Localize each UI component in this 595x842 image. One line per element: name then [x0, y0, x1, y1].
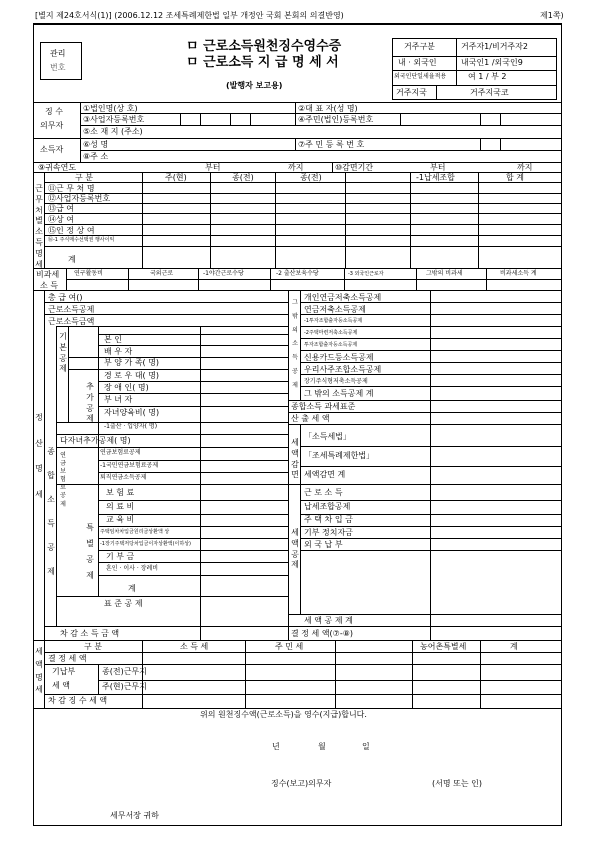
tax-col-total: 계 — [510, 642, 518, 651]
final-tax: 결 정 세 액(⑦-⑧) — [291, 629, 354, 638]
field-attribution-year: ⑨귀속연도 — [38, 163, 77, 172]
special-marriage-moving-funeral: 혼인 · 이사 · 장례비 — [106, 565, 159, 572]
exempt-special-law: 「조세특례제한법」 — [304, 451, 375, 460]
tax-row-net-withholding: 차 감 징 수 세 액 — [48, 696, 108, 705]
title-withholding-receipt: ㅁ 근로소득원천징수영수증 — [186, 39, 342, 54]
residence-country-label: 거주지국 — [396, 88, 427, 97]
row-workplace-name: ⑪근 무 처 명 — [48, 184, 95, 193]
basic-dependents: 부 양 가 족( 명) — [104, 358, 160, 367]
field-business-reg-no: ③사업자등록번호 — [83, 115, 145, 124]
pension-national-sub: -1국민연금보험료공제 — [100, 462, 159, 469]
special-medical: 의 료 비 — [106, 502, 135, 511]
nontax-childcare: -2 출산보육수당 — [276, 270, 319, 277]
form-reference: [별지 제24호서식(1)] (2006.12.12 조세특례제한법 일부 개정안 국회 본회의 의결반영) — [35, 11, 344, 20]
exemption-from: 부터 — [430, 163, 446, 172]
basic-deduction-side-label: 기본공제 — [59, 332, 67, 374]
tax-row-decided: 결 정 세 액 — [48, 654, 87, 663]
date-year: 년 — [272, 742, 280, 751]
nontax-night-work: -1야간근로수당 — [203, 270, 244, 277]
calc-side-label: 정 산 명 세 — [35, 413, 43, 499]
calc-earned-amount: 근로소득금액 — [48, 317, 95, 326]
special-mortgage-interest: -1장기주택저당차입금이자상환액(이하상) — [100, 541, 191, 547]
flat-rate-value[interactable]: 여 1 / 부 2 — [468, 72, 507, 81]
title-subtitle: (발행자 보고용) — [226, 81, 283, 90]
title-payment-statement: ㅁ 근로소득 지 급 명 세 서 — [186, 55, 339, 70]
row-recognized-bonus: ⑮인 정 상 여 — [48, 226, 95, 235]
nontax-other: 그밖의 비과세 — [426, 270, 463, 277]
tax-row-prepaid-2: 세 액 — [52, 681, 70, 690]
field-company-name: ①법인명(상 호) — [83, 104, 138, 113]
pension-national: 연금보험료공제 — [100, 449, 141, 456]
other-long-term-stock: 장기주식형저축소득공제 — [304, 378, 368, 385]
additional-deduction-side-label: 추가공제 — [86, 382, 94, 424]
basic-self: 본 인 — [104, 335, 122, 344]
field-representative: ②대 표 자(성 명) — [298, 104, 358, 113]
tax-base: 종합소득 과세표준 — [291, 402, 356, 411]
mgmt-label-2: 번호 — [50, 63, 66, 72]
add-elderly: 경 로 우 대( 명) — [104, 371, 160, 380]
flat-rate-label: 외국인단일세율적용 — [394, 73, 447, 80]
other-housing-savings: -2주택마련저축소득공제 — [304, 330, 358, 336]
earner-label: 소득자 — [40, 145, 64, 154]
payer-signature-label: 징수(보고)의무자 — [271, 779, 332, 788]
nationality-value[interactable]: 내국인1 /외국인9 — [461, 58, 523, 67]
exempt-total: 세액감면 계 — [304, 470, 346, 479]
special-deduction-side-label: 특별공제 — [86, 523, 94, 580]
tax-col-rural-special: 농어촌특별세 — [420, 642, 467, 651]
nontax-research: 연구활동비 — [74, 270, 103, 277]
tax-col-income-tax: 소 득 세 — [180, 642, 209, 651]
work-col-category: 구 분 — [75, 173, 93, 182]
confirmation-text: 위의 원천징수액(근로소득)을 영수(지급)합니다. — [200, 710, 367, 719]
work-col-tax-union: -1납세조합 — [416, 173, 455, 182]
residence-country-code[interactable]: 거주지국코 — [470, 88, 509, 97]
credit-housing-loan: 주 택 차 입 금 — [304, 515, 353, 524]
work-col-previous-1: 종(전) — [232, 173, 254, 182]
period-to: 까지 — [288, 163, 304, 172]
standard-deduction: 표 준 공 제 — [104, 599, 143, 608]
tax-col-resident-tax: 주 민 세 — [275, 642, 304, 651]
payer-label-1: 징 수 — [45, 107, 63, 116]
exemption-side-label: 세액감면 — [291, 438, 299, 480]
payer-label-2: 의무자 — [40, 121, 64, 130]
add-multi-child: 다자녀추가공제( 명) — [60, 436, 131, 445]
tax-office-recipient: 세무서장 귀하 — [110, 811, 159, 820]
other-investment-union-1: -1투자조합출자등소득공제 — [304, 318, 363, 324]
pension-side-label: 연금보험료공제 — [60, 452, 66, 508]
nontax-label-1: 비과세 — [36, 270, 60, 279]
management-number-box — [40, 42, 82, 80]
nontax-foreign-worker: -3 외국인근로자 — [348, 271, 384, 277]
tax-credit-side-label: 세액공제 — [291, 528, 299, 570]
work-col-previous-2: 종(전) — [300, 173, 322, 182]
special-insurance: 보 험 료 — [106, 488, 135, 497]
row-stock-option: ⑯-1 주식매수선택권 행사이익 — [48, 237, 115, 243]
work-section-side-label: 근무처별소득명세 — [35, 184, 43, 269]
other-investment-union: 투자조합출자등소득공제 — [304, 342, 358, 348]
other-credit-card: 신용카드등소득공제 — [304, 353, 374, 362]
row-salary: ⑬급 여 — [48, 204, 74, 213]
residence-type-label: 거주구분 — [404, 42, 435, 51]
exemption-to: 까지 — [517, 163, 533, 172]
calculated-tax: 산 출 세 액 — [291, 414, 330, 423]
special-donation: 기 부 금 — [106, 552, 135, 561]
add-birth-adoption: -1출산 · 입양자( 명) — [104, 423, 158, 430]
calc-total-salary: 총 급 여() — [48, 293, 83, 302]
other-pension-savings: 연금저축소득공제 — [304, 305, 366, 314]
tax-row-prepaid-1: 기납부 — [52, 667, 76, 676]
field-corp-reg-no: ④주민(법인)등록번호 — [298, 115, 374, 124]
add-child-care: 자녀양육비( 명) — [104, 408, 160, 417]
credit-tax-union: 납세조합공제 — [304, 502, 351, 511]
credit-foreign-tax: 외 국 납 부 — [304, 540, 343, 549]
calc-earned-deduction: 근로소득공제 — [48, 305, 95, 314]
field-earner-address: ⑧주 소 — [83, 152, 109, 161]
work-col-current: 주(현) — [165, 173, 187, 182]
date-month: 월 — [318, 742, 326, 751]
special-education: 교 육 비 — [106, 515, 135, 524]
tax-table-side-label: 세액명세 — [35, 647, 43, 695]
field-exemption-period: ⑩감면기간 — [335, 163, 374, 172]
mgmt-label-1: 관리 — [50, 49, 66, 58]
row-business-reg-no: ⑫사업자등록번호 — [48, 194, 111, 203]
work-col-total: 합 계 — [506, 173, 524, 182]
exempt-income-tax-law: 「소득세법」 — [304, 432, 351, 441]
other-personal-pension: 개인연금저축소득공제 — [304, 293, 382, 302]
nontax-overseas: 국외근로 — [150, 270, 174, 277]
date-day: 일 — [362, 742, 370, 751]
nontax-total: 비과세소득 계 — [500, 270, 537, 277]
sign-or-seal[interactable]: (서명 또는 인) — [432, 779, 482, 788]
net-income: 차 감 소 득 금 액 — [60, 629, 120, 638]
add-disabled: 장 애 인( 명) — [104, 383, 149, 392]
tax-row-current-work: 주(현)근무지 — [102, 682, 147, 691]
other-deduction-side-label: 그 밖의 소득공제 — [292, 299, 298, 389]
page-number: 제1쪽) — [540, 11, 564, 20]
other-total: 그 밖의 소득공제 계 — [304, 389, 374, 398]
special-total: 계 — [128, 584, 136, 593]
credit-political-donation: 기부 정치자금 — [304, 528, 353, 537]
credit-earned: 근 로 소 득 — [304, 488, 343, 497]
row-subtotal: 계 — [68, 255, 76, 264]
field-earner-name: ⑥성 명 — [83, 140, 109, 149]
special-housing-loan: 주택임차차입금원리금상환액 상 — [100, 529, 170, 535]
basic-spouse: 배 우 자 — [104, 347, 133, 356]
credit-total: 세 액 공 제 계 — [304, 616, 353, 625]
field-resident-reg-no: ⑦주 민 등 록 번 호 — [298, 140, 365, 149]
nationality-label: 내 · 외국인 — [398, 58, 437, 67]
field-address: ⑤소 재 지 (주소) — [83, 127, 143, 136]
add-female-head: 부 녀 자 — [104, 395, 133, 404]
tax-row-previous-work: 종(전)근무지 — [102, 667, 147, 676]
other-employee-stock: 우리사주조합소득공제 — [304, 365, 382, 374]
total-deduction-side-label: 종합소득공제 — [47, 447, 55, 576]
period-from: 부터 — [205, 163, 221, 172]
nontax-label-2: 소 득 — [40, 281, 58, 290]
row-bonus: ⑭상 여 — [48, 215, 74, 224]
residence-type-value[interactable]: 거주자1/비거주자2 — [461, 42, 528, 51]
pension-retirement: 퇴직연금소득공제 — [100, 474, 147, 481]
tax-col-category: 구 분 — [84, 642, 102, 651]
